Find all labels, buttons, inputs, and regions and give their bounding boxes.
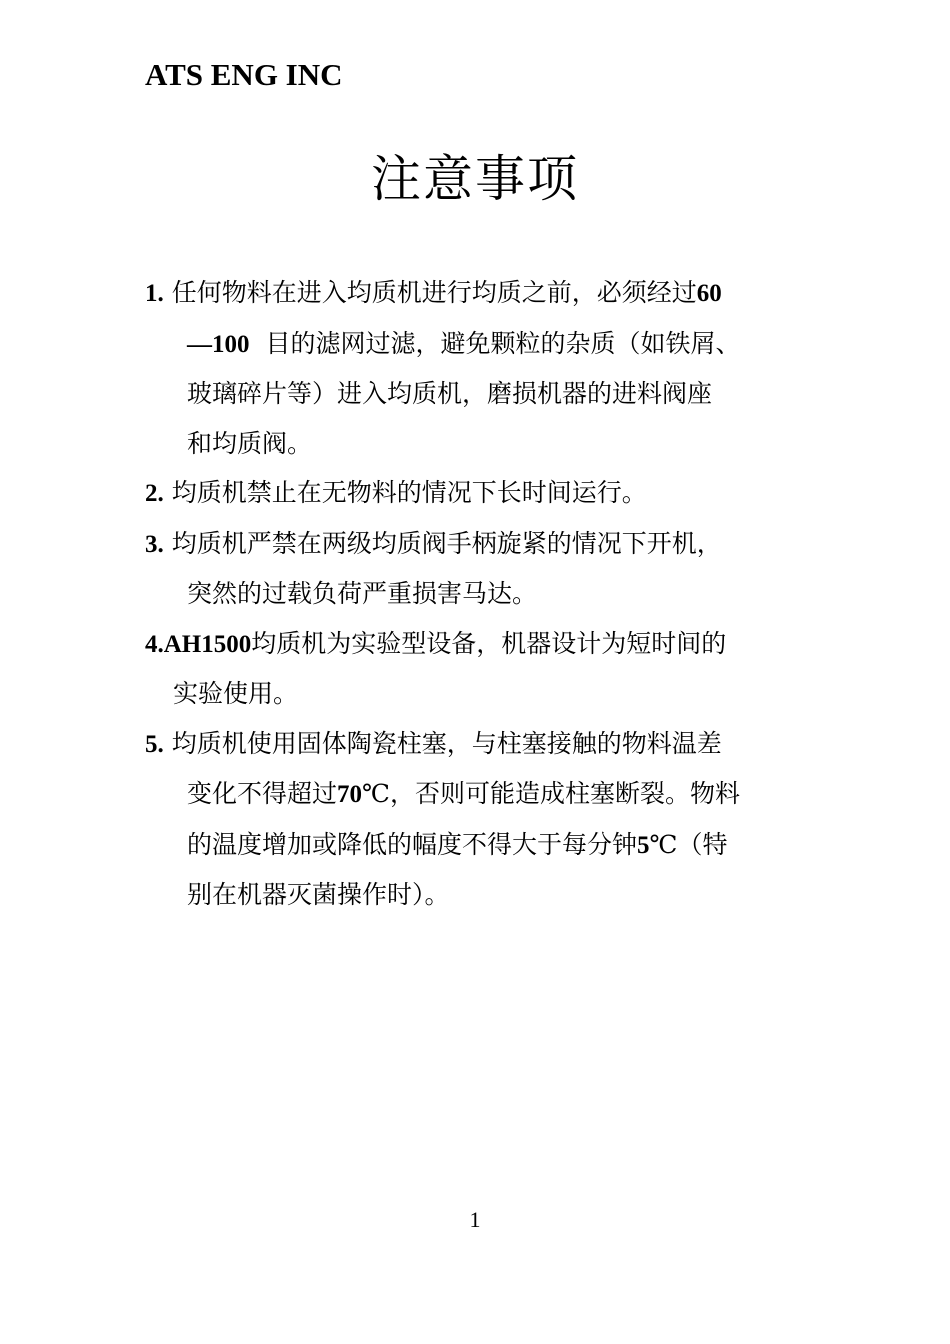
item-text: 均质机严禁在两级均质阀手柄旋紧的情况下开机， [171,528,722,558]
item-text: ℃，否则可能造成柱塞断裂。物料 [362,779,740,808]
list-item-3 [145,519,825,619]
item-text: 目的滤网过滤，避免颗粒的杂质（如铁屑、 [265,328,741,358]
item-text: 均质机使用固体陶瓷柱塞，与柱塞接触的物料温差 [171,728,722,758]
item-4-line-2: 实验使用。 [173,679,299,708]
item-number: 4. [145,630,164,658]
item-text-bold: 5 [637,831,650,859]
item-1-line-4: 和均质阀。 [187,428,313,458]
item-5-line-4: 别在机器灭菌操作时）。 [187,880,450,909]
page-number: 1 [469,1207,481,1232]
item-1-line-1 [145,268,825,319]
item-1-line-3: 玻璃碎片等）进入均质机，磨损机器的进料阀座 [187,379,713,408]
item-2-line-1 [145,468,825,519]
list-item-1 [145,268,825,468]
item-5-line-3 [145,820,825,871]
item-number: 1. [145,280,164,307]
item-5-line-1 [145,719,825,770]
item-text: 均质机禁止在无物料的情况下长时间运行。 [171,478,647,507]
item-3-line-2: 突然的过载负荷严重损害马达。 [187,579,538,608]
list-item-5 [145,719,825,920]
item-text: 均质机为实验型设备，机器设计为短时间的 [251,628,727,658]
page-title: 注意事项 [371,150,579,208]
item-text-bold: 70 [337,781,363,808]
item-4-line-1 [145,619,825,670]
item-1-line-2 [145,319,825,370]
item-5-line-2 [145,769,825,820]
item-number: 2. [145,480,164,507]
item-text: 变化不得超过 [187,779,338,808]
item-text: 的温度增加或降低的幅度不得大于每分钟 [187,829,638,859]
item-number: 5. [145,730,164,758]
item-text-bold: 60 [696,280,722,307]
company-name: ATS ENG INC [145,57,343,92]
item-text-bold: AH1500 [163,630,252,658]
list-item-4 [145,619,825,719]
item-text: ℃（特 [649,829,728,859]
item-text: 任何物料在进入均质机进行均质之前，必须经过 [171,278,697,307]
item-3-line-1 [145,519,825,570]
precautions-list [145,268,825,920]
item-number: 3. [145,530,164,558]
item-text-bold: —100 [187,330,250,358]
list-item-2 [145,468,825,519]
